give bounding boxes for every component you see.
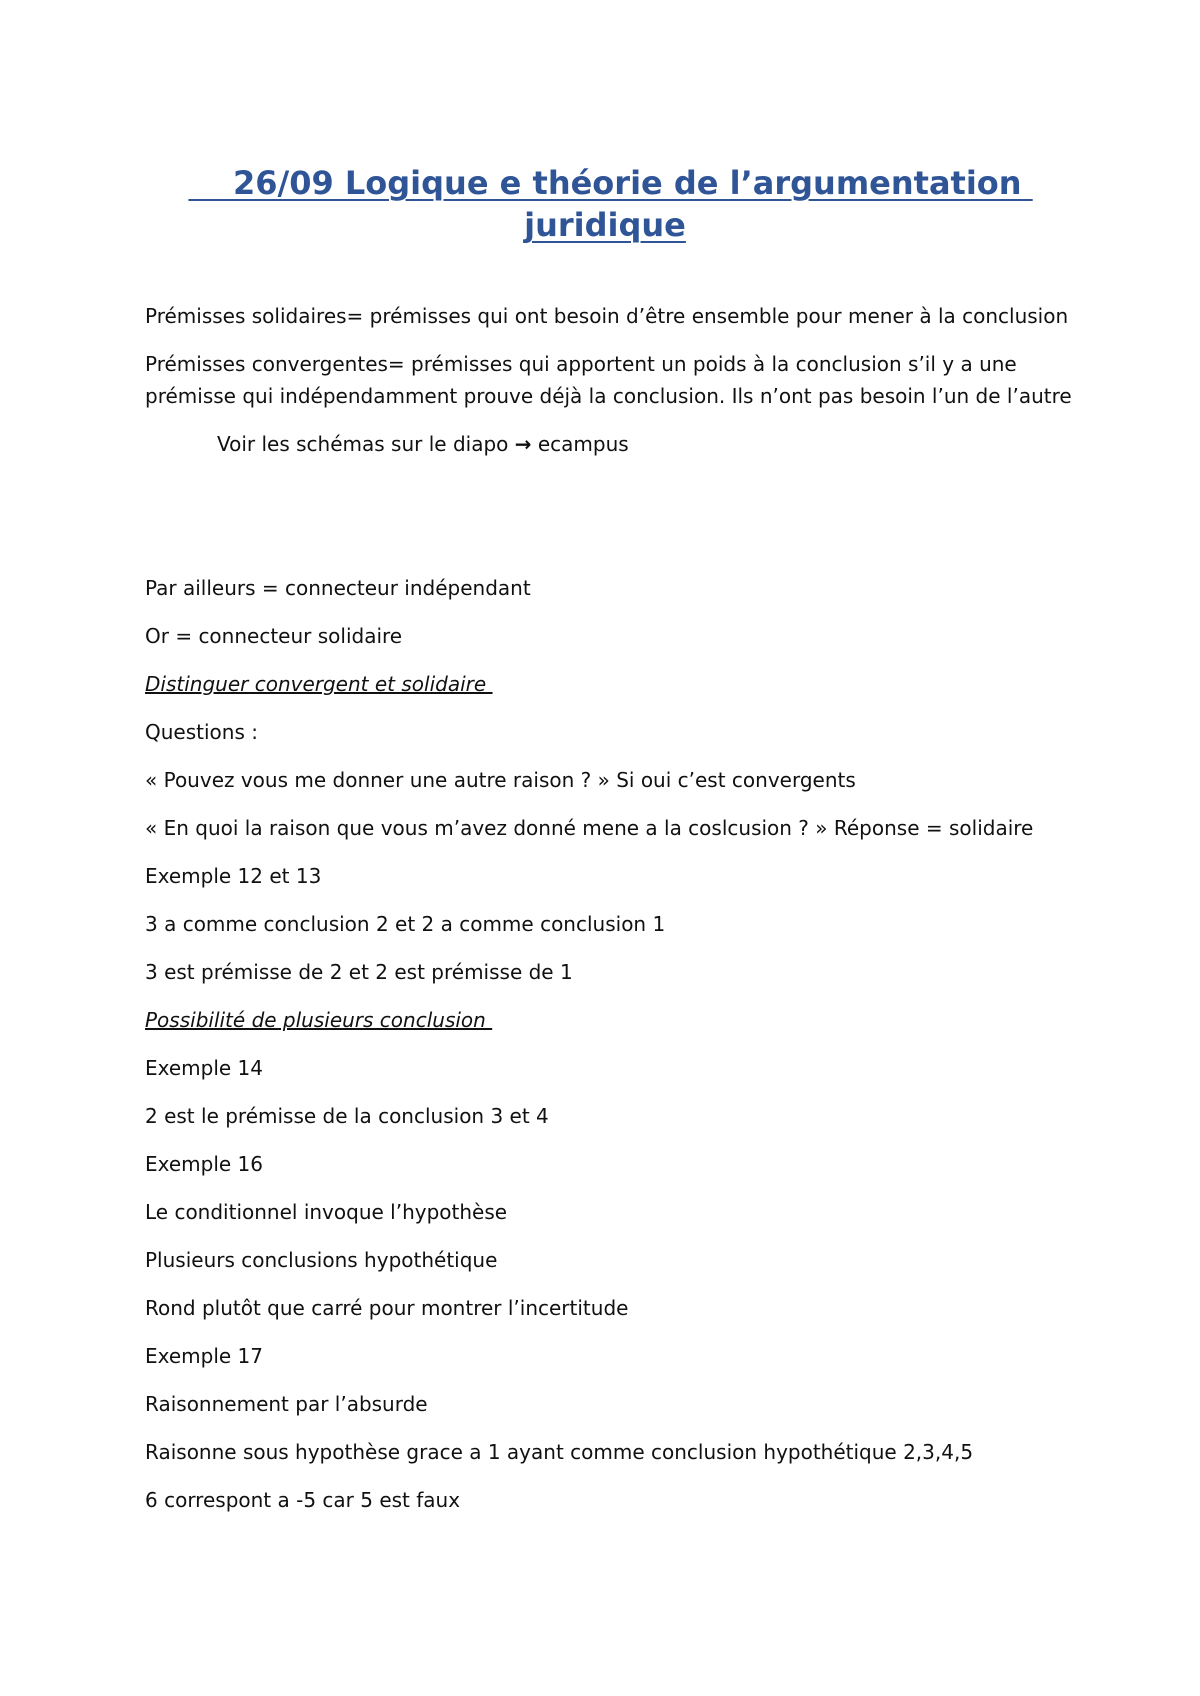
voir-text: Voir les schémas sur le diapo [217, 432, 515, 456]
line-par-ailleurs: Par ailleurs = connecteur indépendant [145, 576, 531, 600]
subheading-possibilite: Possibilité de plusieurs conclusion [145, 1008, 493, 1032]
line-raisonne-hypothese: Raisonne sous hypothèse grace a 1 ayant comme conclusion hypothétique 2,3,4,5 [145, 1440, 974, 1464]
arrow-right-icon: → [514, 432, 532, 456]
paragraph-premisses-convergentes: Prémisses convergentes= prémisses qui apportent un poids à la conclusion s’il y a une prémisse qui indépendamment prouve déjà la conclusion. Ils n’ont pas besoin l’un de l’autre [145, 352, 1072, 408]
line-correspont: 6 correspont a -5 car 5 est faux [145, 1488, 461, 1512]
line-exemple-16: Exemple 16 [145, 1152, 264, 1176]
ecampus-text: ecampus [531, 432, 629, 456]
line-rond-carre: Rond plutôt que carré pour montrer l’incertitude [145, 1296, 629, 1320]
line-premisse-chain: 3 est prémisse de 2 et 2 est prémisse de 1 [145, 960, 573, 984]
line-questions: Questions : [145, 720, 258, 744]
line-exemple-12-13: Exemple 12 et 13 [145, 864, 322, 888]
document-body [145, 300, 1075, 1532]
line-absurde: Raisonnement par l’absurde [145, 1392, 428, 1416]
line-question-1: « Pouvez vous me donner une autre raison ? » Si oui c’est convergents [145, 768, 856, 792]
subheading-distinguer: Distinguer convergent et solidaire [145, 672, 493, 696]
line-exemple-14: Exemple 14 [145, 1056, 264, 1080]
line-conditionnel: Le conditionnel invoque l’hypothèse [145, 1200, 508, 1224]
document-title: 26/09 Logique e théorie de l’argumentation juridique [188, 164, 1033, 244]
line-plusieurs-conclusions: Plusieurs conclusions hypothétique [145, 1248, 498, 1272]
line-exemple-17: Exemple 17 [145, 1344, 264, 1368]
line-or: Or = connecteur solidaire [145, 624, 403, 648]
line-question-2: « En quoi la raison que vous m’avez donné mene a la coslcusion ? » Réponse = solidaire [145, 816, 1034, 840]
paragraph-premisses-solidaires: Prémisses solidaires= prémisses qui ont besoin d’être ensemble pour mener à la conclusion [145, 304, 1069, 328]
line-conclusion-chain: 3 a comme conclusion 2 et 2 a comme conclusion 1 [145, 912, 666, 936]
blank-space [145, 476, 1075, 572]
paragraph-voir-schemas [145, 428, 1075, 460]
line-premisse-3-4: 2 est le prémisse de la conclusion 3 et 4 [145, 1104, 549, 1128]
